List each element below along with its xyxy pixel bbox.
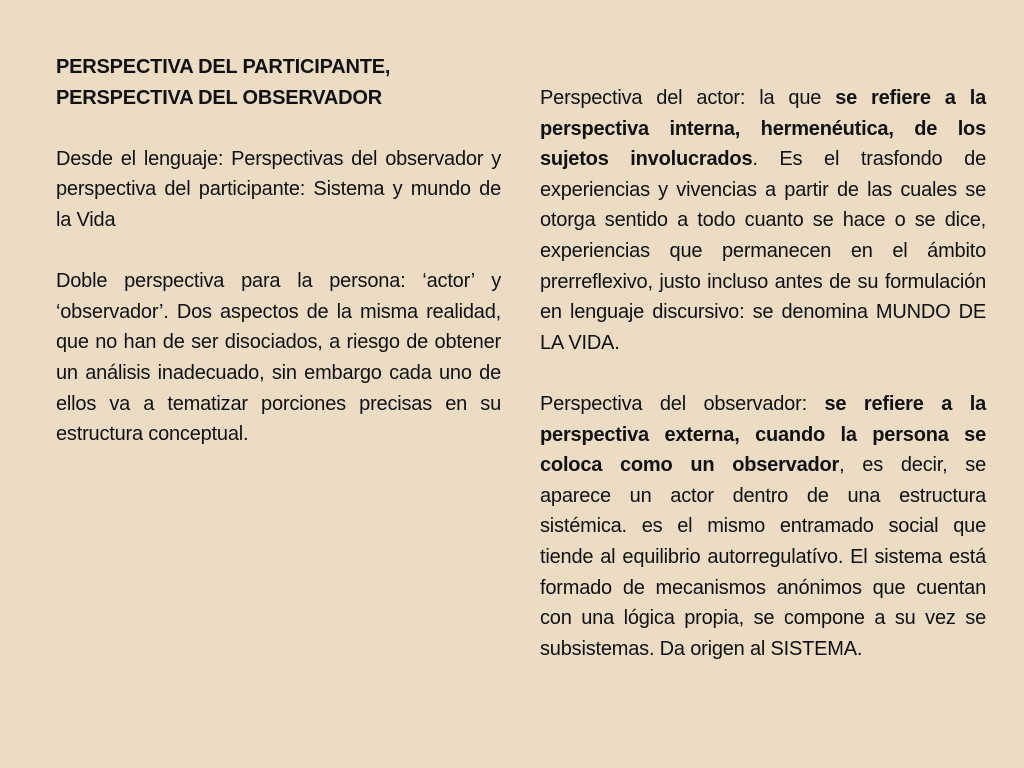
observer-bold-text: se refiere a la perspectiva externa, cuando la persona se coloca como un observador: [540, 392, 986, 477]
right-column: [540, 83, 986, 664]
actor-rest: . Es el trasfondo de experiencias y vivencias a partir de las cuales se otorga sentido a todo cuanto se hace o se dice, experiencias que permanecen en el ámbito prerreflexivo, justo incluso antes de su formulación en lenguaje discursivo: se denomina MUNDO DE LA VIDA.: [540, 148, 986, 354]
spacer: [56, 236, 501, 267]
paragraph-observer-perspective: [540, 389, 986, 664]
paragraph-double-perspective: Doble perspectiva para la persona: ‘actor’ y ‘observador’. Dos aspectos de la misma realidad, que no han de ser disociados, a riesgo de obtener un análisis inadecuado, sin embargo cada uno de ellos va a tematizar porciones precisas en su estructura conceptual.: [56, 270, 501, 446]
actor-bold-text: se refiere a la perspectiva interna, hermenéutica, de los sujetos involucrados: [540, 87, 987, 171]
observer-rest: , es decir, se aparece un actor dentro de una estructura sistémica. es el mismo entramado social que tiende al equilibrio autorregulatívo. El sistema está formado de mecanismos anónimos que cuentan con una lógica propia, se compone a su vez se subsistemas. Da origen al SISTEMA.: [540, 454, 986, 660]
heading-line-2: PERSPECTIVA DEL OBSERVADOR: [56, 86, 382, 109]
left-column: [56, 52, 501, 450]
paragraph-language: Desde el lenguaje: Perspectivas del observador y perspectiva del participante: Sistema y mundo de la Vida: [56, 147, 501, 231]
observer-intro: Perspectiva del observador:: [540, 392, 825, 415]
heading-line-1: PERSPECTIVA DEL PARTICIPANTE,: [56, 56, 391, 78]
paragraph-actor-perspective: [540, 83, 986, 358]
spacer: [540, 358, 986, 389]
slide-heading: [56, 52, 501, 113]
actor-intro: Perspectiva del actor: la que: [540, 87, 836, 109]
spacer: [56, 113, 501, 144]
